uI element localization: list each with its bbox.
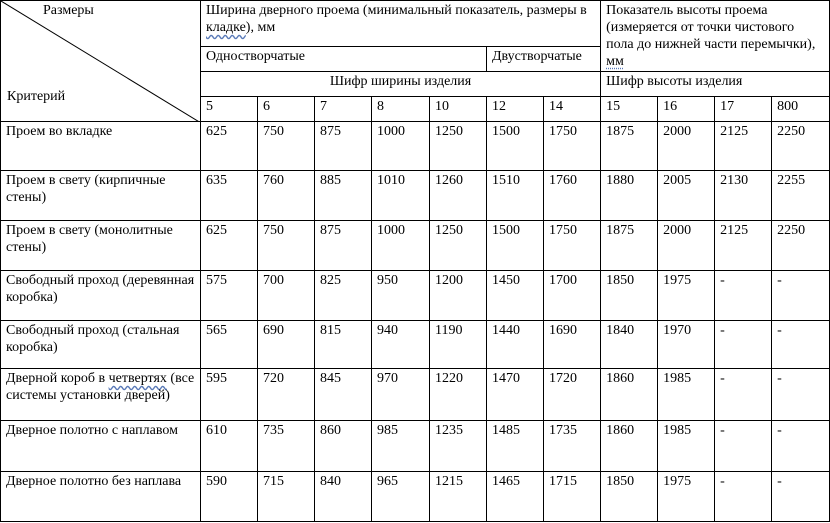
value-cell: 625 — [201, 221, 258, 271]
height-header-cell — [601, 1, 830, 72]
value-cell: 1970 — [658, 321, 715, 369]
value-cell: 700 — [258, 271, 315, 321]
corner-label-criterion: Критерий — [7, 89, 66, 104]
value-cell: 2005 — [658, 171, 715, 221]
value-cell: 1465 — [487, 472, 544, 522]
value-cell: 1720 — [544, 369, 601, 421]
value-cell: 1750 — [544, 221, 601, 271]
value-cell: 760 — [258, 171, 315, 221]
table-row — [1, 171, 830, 221]
value-cell: 2000 — [658, 221, 715, 271]
value-cell: 1220 — [430, 369, 487, 421]
code-cell: 16 — [658, 97, 715, 122]
code-cell: 10 — [430, 97, 487, 122]
single-leaf-cell — [201, 47, 487, 72]
value-cell: 1500 — [487, 122, 544, 171]
value-cell: 750 — [258, 221, 315, 271]
corner-label-sizes: Размеры — [43, 3, 94, 18]
value-cell: 1485 — [487, 421, 544, 472]
value-cell: 1875 — [601, 122, 658, 171]
value-cell: - — [772, 472, 830, 522]
value-cell: 885 — [315, 171, 372, 221]
value-cell: 590 — [201, 472, 258, 522]
width-code-label: Шифр ширины изделия — [329, 74, 472, 89]
height-header-title-word: мм — [606, 54, 624, 69]
row-label: Проем в свету (кирпичные стены) — [1, 171, 201, 221]
value-cell: 735 — [258, 421, 315, 472]
height-code-label: Шифр высоты изделия — [606, 74, 743, 89]
value-cell: 1190 — [430, 321, 487, 369]
value-cell: 575 — [201, 271, 258, 321]
value-cell: 1250 — [430, 221, 487, 271]
value-cell: 1470 — [487, 369, 544, 421]
value-cell: 750 — [258, 122, 315, 171]
value-cell: - — [772, 421, 830, 472]
value-cell: 1840 — [601, 321, 658, 369]
width-code-cell — [201, 72, 601, 97]
code-cell: 5 — [201, 97, 258, 122]
table-row — [1, 472, 830, 522]
row-label: Дверное полотно без наплава — [1, 472, 201, 522]
code-cell: 6 — [258, 97, 315, 122]
code-cell: 14 — [544, 97, 601, 122]
row-label — [1, 369, 201, 421]
value-cell: 1500 — [487, 221, 544, 271]
height-code-cell — [601, 72, 830, 97]
value-cell: 1850 — [601, 271, 658, 321]
single-leaf-label: Одностворчатые — [206, 49, 306, 64]
value-cell: 1690 — [544, 321, 601, 369]
value-cell: 625 — [201, 122, 258, 171]
value-cell: 1850 — [601, 472, 658, 522]
row-label: Дверное полотно с наплавом — [1, 421, 201, 472]
code-cell: 12 — [487, 97, 544, 122]
code-cell: 17 — [715, 97, 772, 122]
value-cell: 635 — [201, 171, 258, 221]
width-header-title-1: Ширина дверного проема (минимальный показатель, размеры в — [206, 3, 587, 18]
double-leaf-label: Двустворчатые — [492, 49, 582, 64]
value-cell: 1880 — [601, 171, 658, 221]
value-cell: 1975 — [658, 472, 715, 522]
value-cell: 1715 — [544, 472, 601, 522]
value-cell: - — [715, 369, 772, 421]
value-cell: 720 — [258, 369, 315, 421]
value-cell: 950 — [372, 271, 430, 321]
value-cell: 1250 — [430, 122, 487, 171]
value-cell: 2125 — [715, 221, 772, 271]
table-row — [1, 369, 830, 421]
value-cell: 1760 — [544, 171, 601, 221]
value-cell: 2250 — [772, 122, 830, 171]
value-cell: 825 — [315, 271, 372, 321]
value-cell: - — [715, 271, 772, 321]
value-cell: 1985 — [658, 421, 715, 472]
table-row — [1, 421, 830, 472]
value-cell: 2250 — [772, 221, 830, 271]
value-cell: 1750 — [544, 122, 601, 171]
height-header-title-1: Показатель высоты проема (измеряется от точки чистового пола до нижней части перемычки), — [606, 3, 816, 52]
table-row — [1, 122, 830, 171]
row-label: Свободный проход (деревянная коробка) — [1, 271, 201, 321]
value-cell: 1235 — [430, 421, 487, 472]
table-row — [1, 271, 830, 321]
value-cell: 970 — [372, 369, 430, 421]
code-cell: 8 — [372, 97, 430, 122]
value-cell: 815 — [315, 321, 372, 369]
value-cell: 985 — [372, 421, 430, 472]
value-cell: 875 — [315, 122, 372, 171]
value-cell: 610 — [201, 421, 258, 472]
value-cell: 1875 — [601, 221, 658, 271]
table-row — [1, 321, 830, 369]
value-cell: - — [772, 369, 830, 421]
value-cell: 565 — [201, 321, 258, 369]
value-cell: - — [715, 421, 772, 472]
row-label: Свободный проход (стальная коробка) — [1, 321, 201, 369]
table-row — [1, 221, 830, 271]
value-cell: 1440 — [487, 321, 544, 369]
value-cell: 875 — [315, 221, 372, 271]
code-cell: 800 — [772, 97, 830, 122]
row-label: Проем во вкладке — [1, 122, 201, 171]
value-cell: 1510 — [487, 171, 544, 221]
value-cell: 1260 — [430, 171, 487, 221]
value-cell: 2130 — [715, 171, 772, 221]
value-cell: - — [715, 472, 772, 522]
value-cell: 860 — [315, 421, 372, 472]
value-cell: 2255 — [772, 171, 830, 221]
value-cell: - — [715, 321, 772, 369]
row-label-part: Дверной короб в — [6, 371, 109, 386]
width-header-title-word: кладке — [206, 20, 246, 35]
value-cell: 690 — [258, 321, 315, 369]
width-header-cell — [201, 1, 601, 47]
value-cell: 1860 — [601, 369, 658, 421]
value-cell: 1200 — [430, 271, 487, 321]
value-cell: 1700 — [544, 271, 601, 321]
value-cell: 940 — [372, 321, 430, 369]
value-cell: 1735 — [544, 421, 601, 472]
value-cell: 1975 — [658, 271, 715, 321]
row-label: Проем в свету (монолитные стены) — [1, 221, 201, 271]
value-cell: 1215 — [430, 472, 487, 522]
value-cell: 595 — [201, 369, 258, 421]
width-header-title-2: ), мм — [245, 20, 276, 35]
value-cell: 1000 — [372, 221, 430, 271]
row-label-part: (все системы установки дверей) — [6, 371, 195, 403]
double-leaf-cell — [487, 47, 601, 72]
value-cell: 1000 — [372, 122, 430, 171]
value-cell: 1450 — [487, 271, 544, 321]
value-cell: 965 — [372, 472, 430, 522]
value-cell: - — [772, 321, 830, 369]
code-cell: 15 — [601, 97, 658, 122]
value-cell: 2000 — [658, 122, 715, 171]
value-cell: 845 — [315, 369, 372, 421]
value-cell: - — [772, 271, 830, 321]
corner-header-cell — [1, 1, 201, 122]
value-cell: 1010 — [372, 171, 430, 221]
value-cell: 1985 — [658, 369, 715, 421]
value-cell: 715 — [258, 472, 315, 522]
value-cell: 840 — [315, 472, 372, 522]
code-cell: 7 — [315, 97, 372, 122]
value-cell: 2125 — [715, 122, 772, 171]
value-cell: 1860 — [601, 421, 658, 472]
row-label-word: четвертях — [108, 371, 167, 386]
